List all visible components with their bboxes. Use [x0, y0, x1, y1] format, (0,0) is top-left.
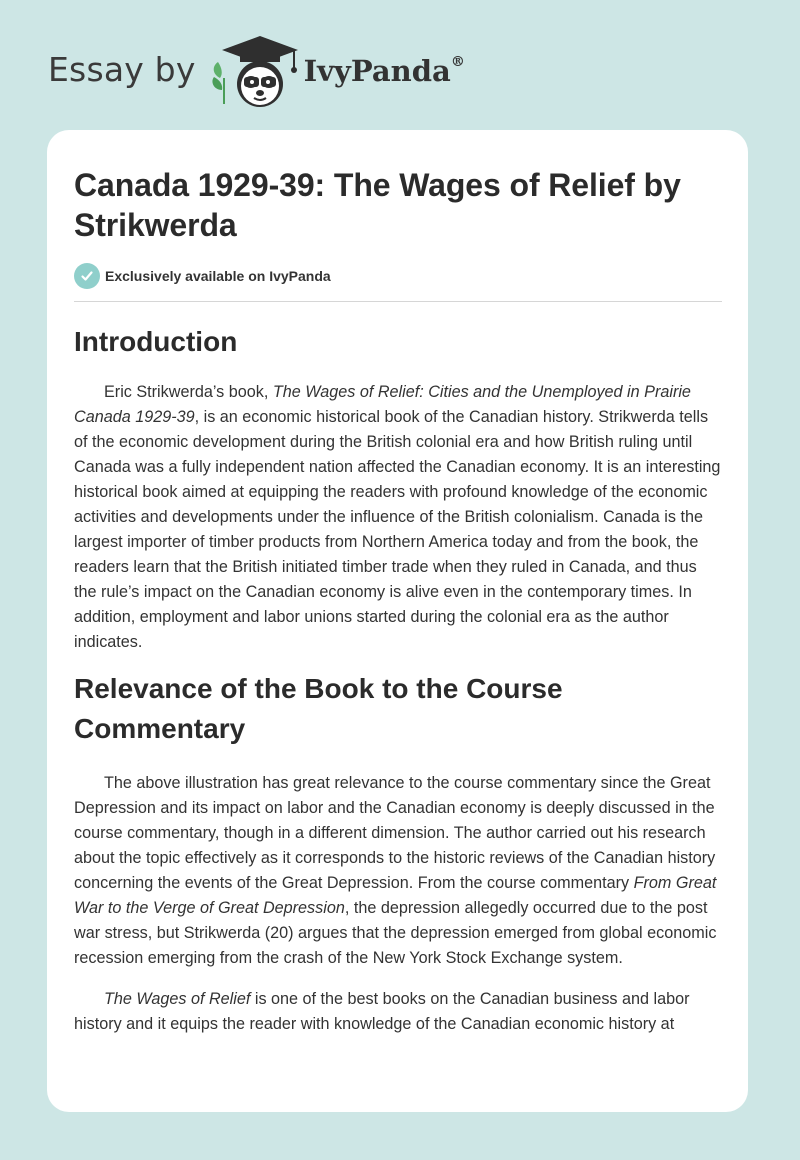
- book-title-italic: The Wages of Relief: [104, 990, 251, 1008]
- divider: [74, 301, 722, 302]
- section-heading-introduction: Introduction: [74, 326, 238, 357]
- exclusive-badge: [74, 263, 722, 289]
- essay-by-label: Essay by: [48, 49, 196, 89]
- paragraph: The above illustration has great relevance to the course commentary since the Great Depression and its impact on labor and the Canadian economy is deeply discussed in the course commentary, though in a different dimension. The author carried out his research about the topic effectively as it corresponds to the historic reviews of the Canadian history concerning the events of the Great Depression. From the course commentary From Great War to the Verge of Great Depression, the depression allegedly occurred due to the post war stress, but Strikwerda (20) argues that the depression emerged from global economic recession emerging from the crash of the New York Stock Exchange system.: [74, 774, 717, 967]
- brand-name[interactable]: IvyPanda®: [303, 54, 465, 88]
- panda-graduate-logo-icon[interactable]: [210, 34, 302, 110]
- check-icon: [74, 263, 100, 289]
- commentary-title-italic: From Great War to the Verge of Great Depression: [74, 874, 717, 917]
- page-title: Canada 1929-39: The Wages of Relief by Strikwerda: [74, 167, 681, 243]
- paragraph: Eric Strikwerda’s book, The Wages of Relief: Cities and the Unemployed in Prairie Canada 1929-39, is an economic historical book of the Canadian history. Strikwerda tells of the economic development during the British colonial era and how British ruling until Canada was a fully independent nation affected the Canadian economy. It is an interesting historical book aimed at equipping the readers with profound knowledge of the economic activities and developments under the influence of the British colonialism. Canada is the largest importer of timber products from Northern America today and from the book, the readers learn that the British initiated timber trade when they ruled in Canada, and thus the rule’s impact on the Canadian economy is alive even in the contemporary times. In addition, employment and labor unions started during the colonial era as the author indicates.: [74, 383, 721, 651]
- site-header: [48, 34, 465, 110]
- registered-mark: ®: [450, 54, 465, 71]
- badge-text: Exclusively available on IvyPanda: [105, 268, 331, 284]
- section-heading-relevance: Relevance of the Book to the Course Commentary: [74, 673, 563, 744]
- book-title-italic: The Wages of Relief: Cities and the Unemployed in Prairie Canada 1929-39: [74, 383, 691, 426]
- article-card: [47, 130, 748, 1112]
- paragraph: The Wages of Relief is one of the best books on the Canadian business and labor history and it equips the reader with knowledge of the Canadian economic history at: [74, 990, 690, 1033]
